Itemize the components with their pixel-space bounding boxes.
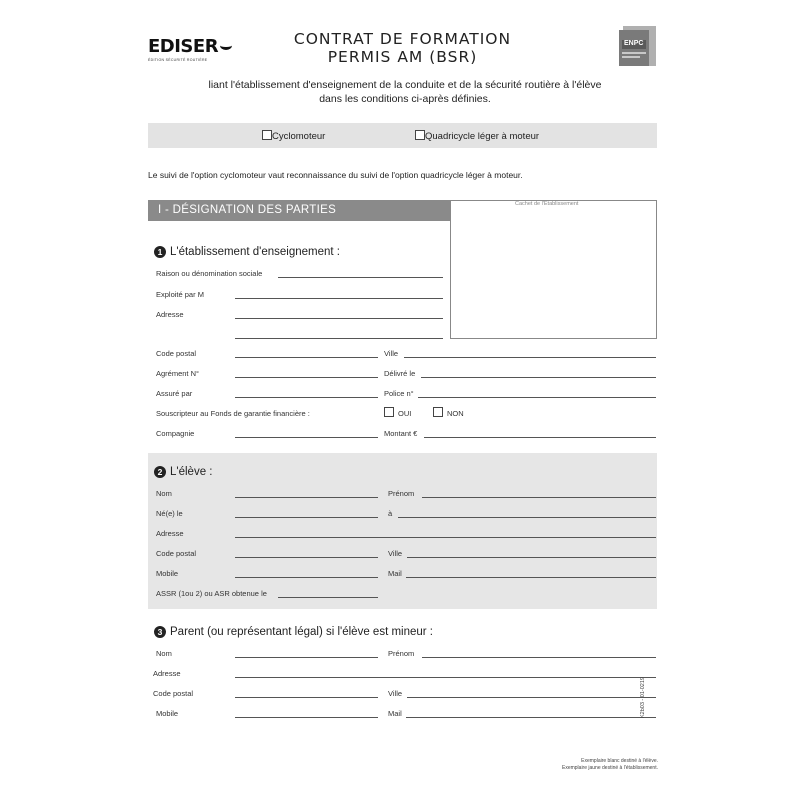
parent-ville-label: Ville [388, 689, 403, 698]
ville-label: Ville [384, 349, 399, 358]
eleve-prenom-field[interactable] [422, 497, 656, 498]
parent-heading [154, 626, 433, 638]
eleve-prenom-label: Prénom [388, 489, 415, 498]
quadricycle-label: Quadricycle léger à moteur [425, 131, 540, 142]
adresse-field-1[interactable] [235, 318, 443, 319]
parent-mobile-label: Mobile [156, 709, 179, 718]
eleve-ville-label: Ville [388, 549, 403, 558]
ediser-logo [148, 38, 238, 62]
eleve-block [148, 453, 657, 609]
assr-field[interactable] [278, 597, 378, 598]
adresse-label: Adresse [156, 310, 184, 319]
enpc-badge [619, 26, 656, 66]
parent-mail-field[interactable] [406, 717, 656, 718]
assr-label: ASSR (1ou 2) ou ASR obtenue le [156, 589, 267, 598]
eleve-ville-field[interactable] [407, 557, 656, 558]
number-badge-1: 1 [154, 246, 166, 258]
parent-nom-label: Nom [156, 649, 172, 658]
quadricycle-checkbox[interactable] [415, 130, 425, 140]
eleve-mail-label: Mail [388, 569, 402, 578]
parent-adresse-field[interactable] [235, 677, 656, 678]
parent-code-postal-label: Code postal [153, 689, 194, 698]
intro-line1: liant l'établissement d'enseignement de la conduite et de la sécurité routière à l'élève [208, 79, 602, 91]
oui-checkbox[interactable] [384, 407, 394, 417]
parent-mail-label: Mail [388, 709, 402, 718]
non-option[interactable] [433, 407, 464, 418]
eleve-heading [154, 466, 212, 478]
logo-text: EDISER [148, 36, 219, 57]
raison-field[interactable] [278, 277, 443, 278]
cyclomoteur-label: Cyclomoteur [272, 131, 326, 142]
eleve-mobile-label: Mobile [156, 569, 179, 578]
code-postal-field[interactable] [235, 357, 378, 358]
delivre-label: Délivré le [384, 369, 416, 378]
police-label: Police n° [384, 389, 414, 398]
eleve-a-label: à [388, 509, 393, 518]
option-quadricycle[interactable] [415, 130, 539, 142]
parent-title: Parent (ou représentant légal) si l'élève est mineur : [170, 626, 433, 638]
document-reference: K2b03 - 01-0219 [640, 677, 646, 718]
exploite-label: Exploité par M [156, 290, 204, 299]
montant-label: Montant € [384, 429, 418, 438]
parent-nom-field[interactable] [235, 657, 378, 658]
etablissement-title: L'établissement d'enseignement : [170, 246, 340, 258]
footer-line1: Exemplaire blanc destiné à l'élève. [581, 758, 658, 764]
enpc-badge-text: ENPC [624, 40, 644, 47]
compagnie-field[interactable] [235, 437, 378, 438]
exploite-field[interactable] [235, 298, 443, 299]
logo-subtitle: ÉDITION SÉCURITÉ ROUTIÈRE [148, 58, 208, 62]
police-field[interactable] [418, 397, 656, 398]
eleve-nom-label: Nom [156, 489, 172, 498]
parent-ville-field[interactable] [407, 697, 656, 698]
code-postal-label: Code postal [156, 349, 197, 358]
souscripteur-label: Souscripteur au Fonds de garantie financière : [156, 409, 310, 418]
eleve-adresse-label: Adresse [156, 529, 184, 538]
compagnie-label: Compagnie [156, 429, 195, 438]
footer-line2: Exemplaire jaune destiné à l'établissement. [561, 765, 658, 771]
non-label: NON [447, 409, 464, 418]
eleve-title: L'élève : [170, 466, 213, 478]
agrement-label: Agrément N° [156, 369, 200, 378]
section-title: I - DÉSIGNATION DES PARTIES [158, 204, 337, 216]
number-badge-2: 2 [154, 466, 166, 478]
agrement-field[interactable] [235, 377, 378, 378]
assure-label: Assuré par [156, 389, 193, 398]
document-title-line1: CONTRAT DE FORMATION [293, 30, 512, 48]
etablissement-heading [154, 246, 340, 258]
eleve-mail-field[interactable] [406, 577, 656, 578]
eleve-adresse-field[interactable] [235, 537, 656, 538]
eleve-code-postal-label: Code postal [156, 549, 197, 558]
cyclomoteur-checkbox[interactable] [262, 130, 272, 140]
eleve-ne-le-field[interactable] [235, 517, 378, 518]
adresse-field-2[interactable] [235, 338, 443, 339]
parent-prenom-field[interactable] [422, 657, 656, 658]
eleve-code-postal-field[interactable] [235, 557, 378, 558]
ville-field[interactable] [404, 357, 656, 358]
assure-field[interactable] [235, 397, 378, 398]
options-band [148, 123, 657, 148]
eleve-mobile-field[interactable] [235, 577, 378, 578]
raison-label: Raison ou dénomination sociale [156, 269, 263, 278]
oui-label: OUI [398, 409, 412, 418]
parent-prenom-label: Prénom [388, 649, 415, 658]
intro-line2: dans les conditions ci-après définies. [319, 93, 491, 105]
option-notice: Le suivi de l'option cyclomoteur vaut reconnaissance du suivi de l'option quadricycle léger à moteur. [148, 170, 523, 180]
parent-code-postal-field[interactable] [235, 697, 378, 698]
number-badge-3: 3 [154, 626, 166, 638]
eleve-a-field[interactable] [398, 517, 656, 518]
eleve-ne-le-label: Né(e) le [156, 509, 183, 518]
oui-option[interactable] [384, 407, 411, 418]
non-checkbox[interactable] [433, 407, 443, 417]
delivre-field[interactable] [421, 377, 656, 378]
cachet-box [450, 200, 657, 339]
option-cyclomoteur[interactable] [262, 130, 325, 142]
eleve-nom-field[interactable] [235, 497, 378, 498]
parent-adresse-label: Adresse [153, 669, 181, 678]
parent-mobile-field[interactable] [235, 717, 378, 718]
book-icon [220, 41, 232, 50]
document-title-line2: PERMIS AM (BSR) [327, 48, 478, 66]
cachet-label: Cachet de l'Établissement [515, 201, 579, 207]
montant-field[interactable] [424, 437, 656, 438]
